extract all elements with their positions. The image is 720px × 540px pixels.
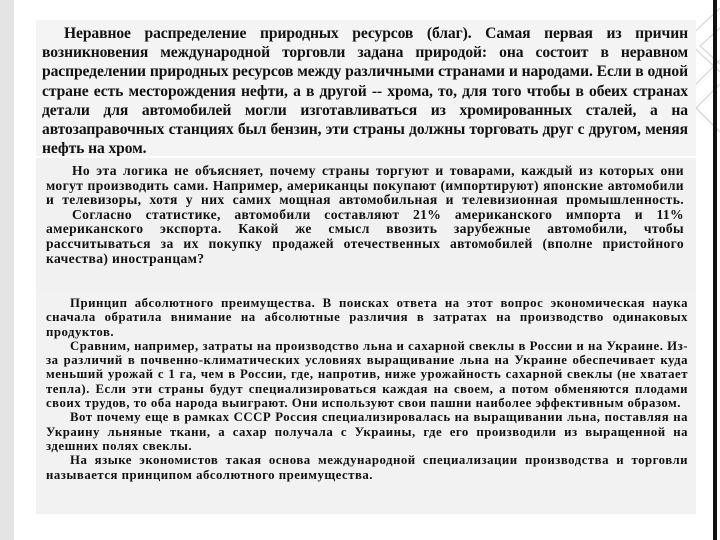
paragraph-text: На языке экономистов такая основа международной специализации производства и торговли называется: [46, 453, 688, 482]
scan-block-natural-resources: [36, 20, 696, 156]
paragraph-text: Согласно статистике, автомобили составляют 21% американского: [72, 206, 566, 222]
paragraph: Вот почему еще в рамках СССР Россия специализировалась на выращивании льна, поставляя на Украину льняные ткани, а сахар получала с Украины, где его производили из выращенной на здешних полях свеклы.: [46, 410, 688, 453]
left-margin-bar: [0, 0, 14, 540]
scan-block-trade-logic: [36, 158, 696, 308]
section-heading: Принцип абсолютного преимущества: [70, 296, 312, 310]
scan-block-absolute-advantage: [36, 292, 696, 514]
paragraph: [46, 296, 688, 339]
bold-term: импорта: [565, 206, 622, 222]
bold-term: принципом абсолютного преимущества: [121, 467, 370, 482]
paragraph-text: Самая первая из причин возникновения международной торговли задана природой: она состоит в неравном распределении природных ресурсов между различными странами и народами. Если в одной стране есть месторождения нефти, а в другой -- хрома, то, для того чтобы в обеих странах детали для автомобилей могли изготавливаться из хромированных сталей, а на автозаправочных станциях был бензин, эти страны должны торговать друг с другом, меняя нефть на хром.: [42, 25, 688, 156]
section-heading: Неравное распределение природных ресурсов (благ).: [64, 25, 472, 42]
bold-term: экспорта: [160, 221, 218, 237]
paragraph: Но эта логика не объясняет, почему страны торгуют и товарами, каждый из которых они могут производить сами. Например, американцы покупают (импортируют) японские автомобили и телевизоры, хотя у них самих мощная автомобильная и телевизионная промышленность.: [46, 163, 684, 208]
right-edge-bar: [713, 0, 717, 540]
paragraph: [46, 208, 684, 266]
paragraph-text: .: [369, 467, 373, 482]
chevron-line: [700, 28, 720, 64]
paragraph-text: . В поисках ответа на этот вопрос экономическая наука сначала обратила внимание на абсолютные различия в затратах на производство одинаковых продуктов.: [46, 296, 688, 339]
paragraph: [42, 24, 688, 156]
paragraph: Сравним, например, затраты на производство льна и сахарной свеклы в России и на Украине. Из-за различий в почвенно-климатических условиях выращивание льна на Украине обеспечивает куда меньший урожай с 1 га, чем в России, где, напротив, ниже урожайность сахарной свеклы (не хватает тепла). Если эти страны будут специализироваться каждая на своем, а потом обменяются плодами своих трудов, то оба народа выиграют. Они используют свои пашни наиболее эффективным образом.: [46, 338, 688, 411]
paragraph: [46, 453, 688, 482]
paragraph-text: и 11% американского: [46, 206, 684, 237]
paragraph-text: . Какой же смысл ввозить зарубежные автомобили, чтобы рассчитываться за их покупку продажей отечественных автомобилей (вполне пристойного качества) иностранцам?: [46, 221, 684, 266]
